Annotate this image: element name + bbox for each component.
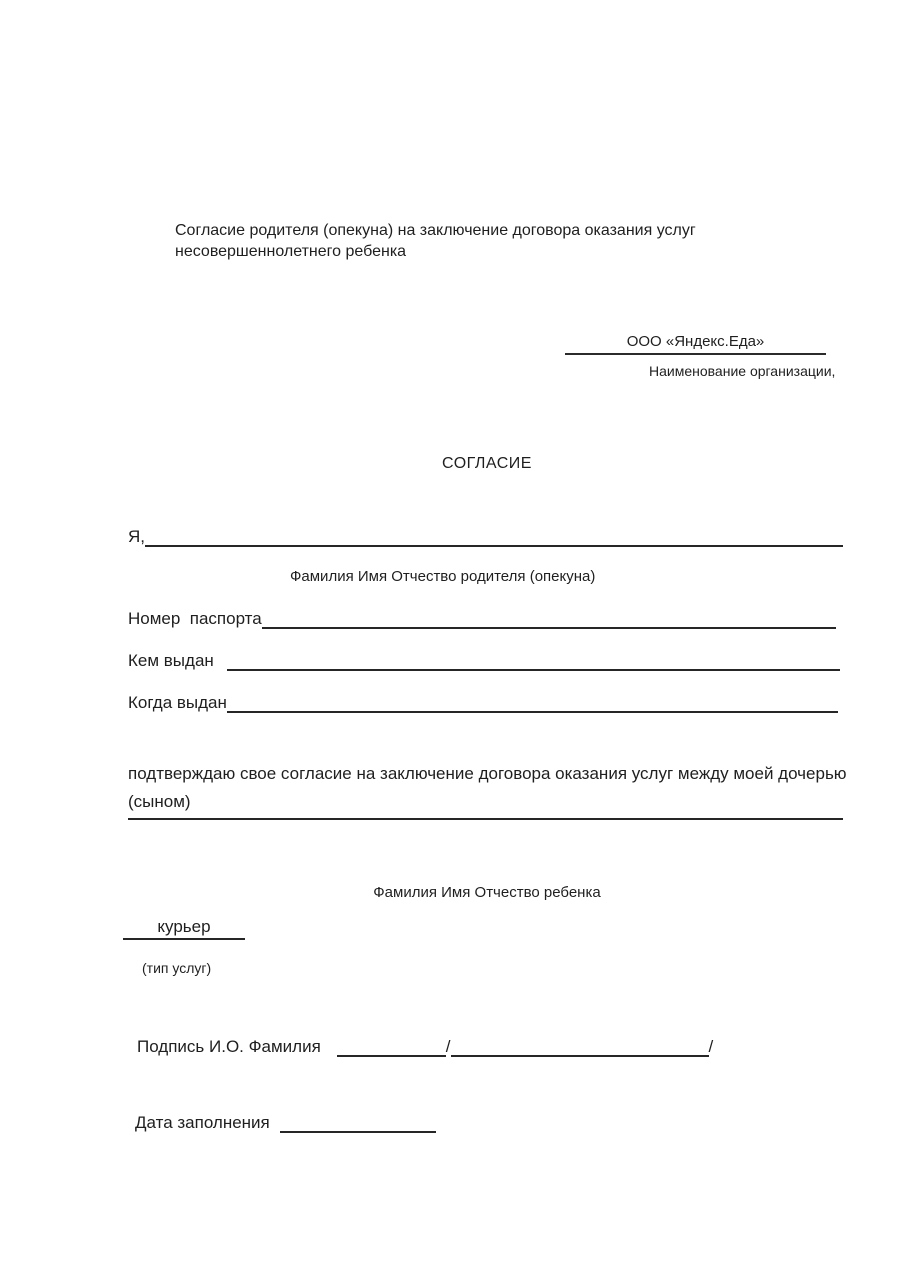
document-title: Согласие родителя (опекуна) на заключение договора оказания услуг несовершеннолетнего ребенка	[175, 222, 696, 260]
date-row	[135, 1111, 445, 1133]
parent-name-caption: Фамилия Имя Отчество родителя (опекуна)	[290, 568, 596, 585]
signature-label: Подпись И.О. Фамилия	[137, 1037, 321, 1056]
issued-when-fill-line	[227, 690, 838, 713]
signature-fill-line-2	[451, 1035, 709, 1057]
signature-row	[137, 1035, 737, 1057]
organization-caption: Наименование организации,	[649, 363, 836, 379]
signature-slash-1: /	[445, 1037, 451, 1056]
issued-when-row	[128, 690, 838, 713]
parent-name-row	[128, 524, 843, 547]
issued-by-label: Кем выдан	[128, 651, 219, 670]
issued-when-label: Когда выдан	[128, 693, 227, 712]
service-type-line	[123, 916, 245, 940]
consent-statement: подтверждаю свое согласие на заключение договора оказания услуг между моей дочерью (сыном)	[128, 764, 847, 811]
child-name-caption: Фамилия Имя Отчество ребенка	[373, 884, 601, 901]
issued-by-row	[128, 648, 840, 671]
signature-fill-line-1	[337, 1035, 446, 1057]
date-label: Дата заполнения	[135, 1113, 270, 1132]
organization-name-line	[565, 331, 826, 355]
organization-name: ООО «Яндекс.Еда»	[626, 333, 765, 350]
i-label: Я,	[128, 527, 145, 546]
signature-slash-2: /	[708, 1037, 714, 1056]
child-name-fill-line	[128, 818, 843, 820]
issued-by-fill-line	[227, 648, 840, 671]
parent-name-fill-line	[145, 524, 843, 547]
passport-number-fill-line	[262, 606, 836, 629]
service-type-value: курьер	[157, 917, 211, 936]
passport-number-row	[128, 606, 836, 629]
service-type-caption: (тип услуг)	[142, 960, 212, 976]
passport-number-label: Номер паспорта	[128, 609, 262, 628]
consent-heading: СОГЛАСИЕ	[442, 455, 532, 472]
date-fill-line	[280, 1111, 436, 1133]
